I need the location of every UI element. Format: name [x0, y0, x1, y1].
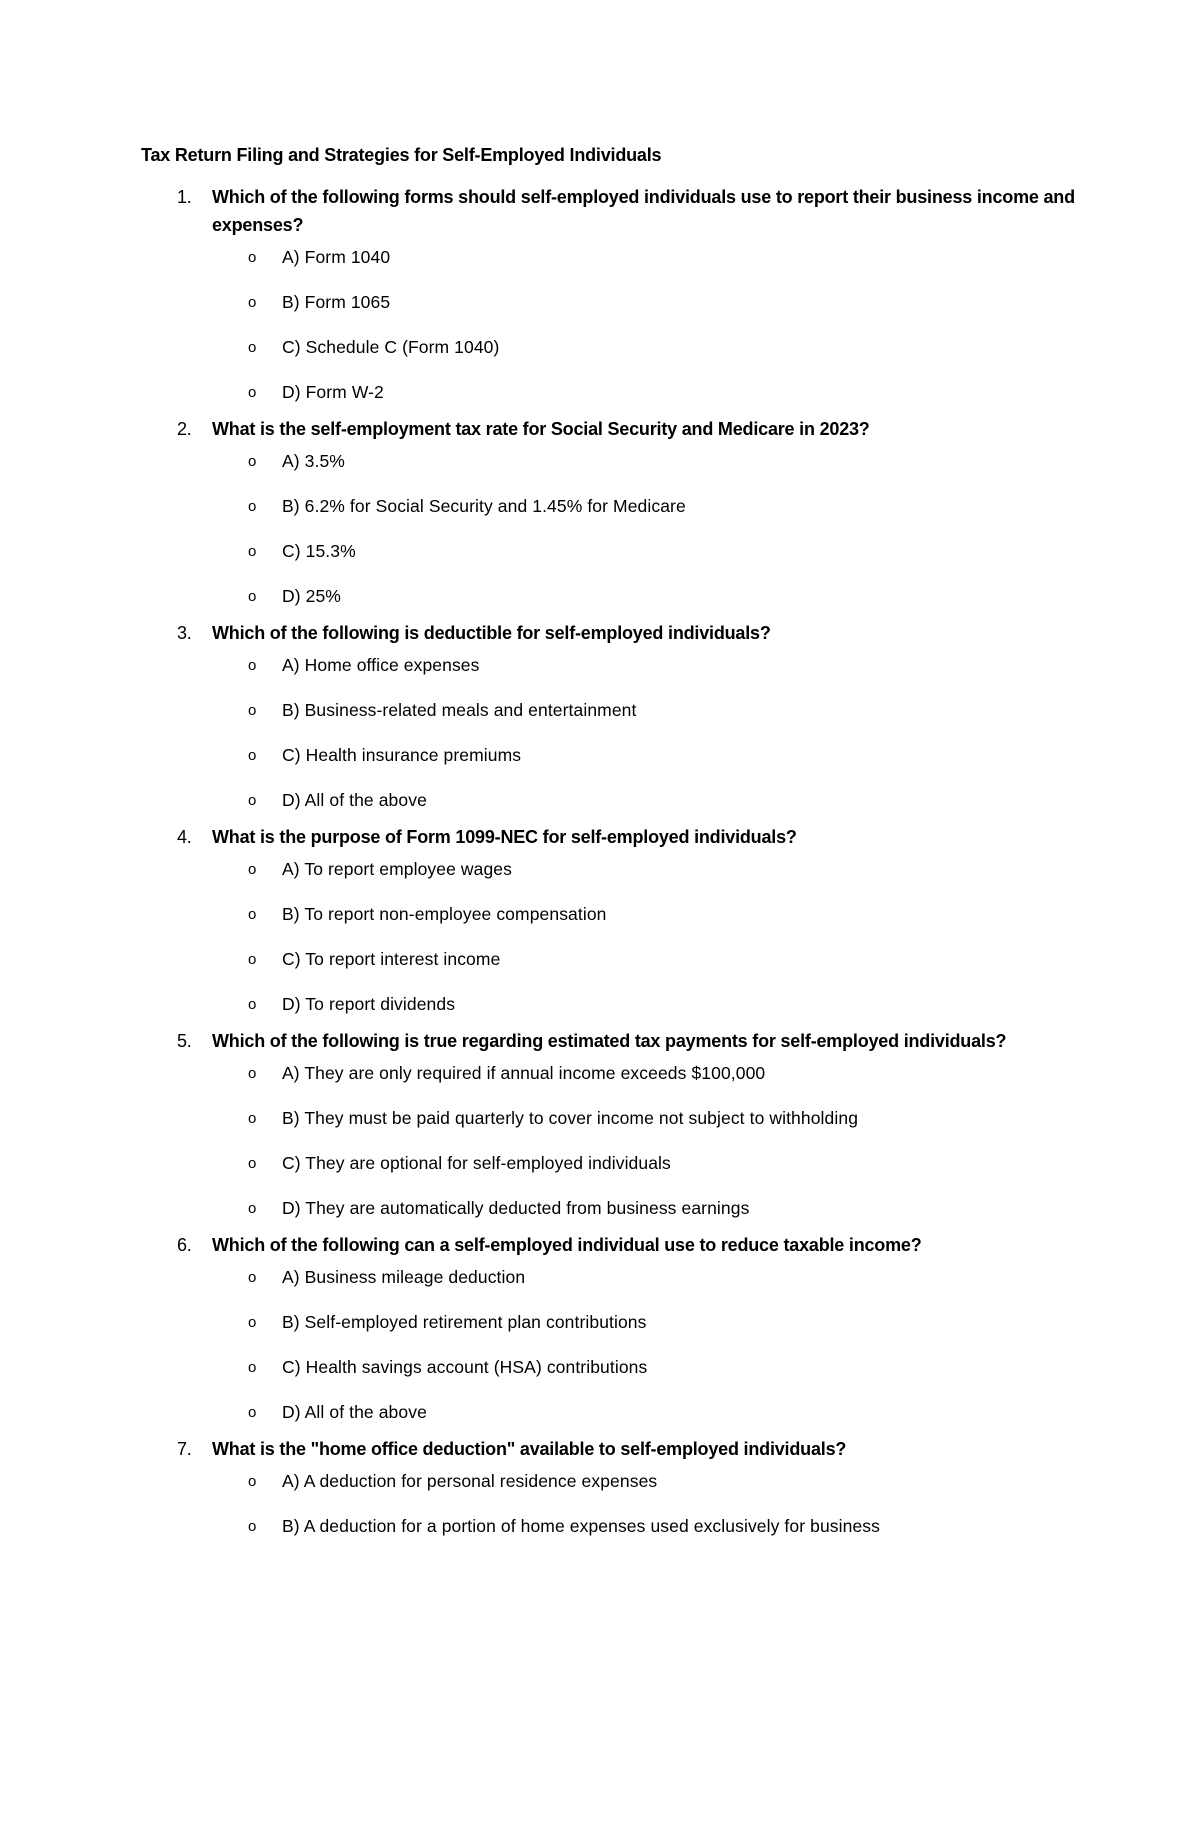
- answer-option: [141, 1196, 1080, 1220]
- bullet-icon: o: [248, 249, 257, 266]
- option-text: C) Schedule C (Form 1040): [282, 337, 500, 357]
- question-number: 7.: [177, 1439, 192, 1459]
- question-text: What is the "home office deduction" available to self-employed individuals?: [212, 1439, 847, 1459]
- option-text: B) Business-related meals and entertainment: [282, 700, 637, 720]
- option-text: C) They are optional for self-employed individuals: [282, 1153, 671, 1173]
- answer-options: [141, 245, 1080, 404]
- option-text: A) Home office expenses: [282, 655, 480, 675]
- answer-option: [141, 857, 1080, 881]
- option-text: B) Self-employed retirement plan contributions: [282, 1312, 647, 1332]
- answer-option: [141, 335, 1080, 359]
- bullet-icon: o: [248, 792, 257, 809]
- question-text: What is the purpose of Form 1099-NEC for self-employed individuals?: [212, 827, 797, 847]
- answer-option: [141, 1106, 1080, 1130]
- option-text: D) All of the above: [282, 1402, 427, 1422]
- option-text: D) All of the above: [282, 790, 427, 810]
- option-text: D) 25%: [282, 586, 341, 606]
- answer-option: [141, 653, 1080, 677]
- bullet-icon: o: [248, 1110, 257, 1127]
- question-text: Which of the following is deductible for self-employed individuals?: [212, 623, 771, 643]
- answer-option: [141, 494, 1080, 518]
- question-6: [141, 1231, 1092, 1259]
- question-text: What is the self-employment tax rate for Social Security and Medicare in 2023?: [212, 419, 870, 439]
- answer-option: [141, 902, 1080, 926]
- answer-option: [141, 380, 1080, 404]
- bullet-icon: o: [248, 1314, 257, 1331]
- answer-option: [141, 290, 1080, 314]
- answer-option: [141, 1400, 1080, 1424]
- bullet-icon: o: [248, 453, 257, 470]
- bullet-icon: o: [248, 588, 257, 605]
- option-text: A) Business mileage deduction: [282, 1267, 526, 1287]
- option-text: B) Form 1065: [282, 292, 391, 312]
- question-1: [141, 183, 1092, 239]
- bullet-icon: o: [248, 1200, 257, 1217]
- option-text: A) 3.5%: [282, 451, 345, 471]
- bullet-icon: o: [248, 1473, 257, 1490]
- answer-options: [141, 1061, 1080, 1220]
- bullet-icon: o: [248, 498, 257, 515]
- option-text: B) A deduction for a portion of home expenses used exclusively for business: [282, 1516, 880, 1536]
- answer-option: [141, 245, 1080, 269]
- question-number: 3.: [177, 623, 192, 643]
- bullet-icon: o: [248, 747, 257, 764]
- bullet-icon: o: [248, 1155, 257, 1172]
- bullet-icon: o: [248, 384, 257, 401]
- question-number: 4.: [177, 827, 192, 847]
- bullet-icon: o: [248, 1404, 257, 1421]
- question-number: 6.: [177, 1235, 192, 1255]
- answer-option: [141, 1061, 1080, 1085]
- answer-option: [141, 1469, 1080, 1493]
- option-text: C) 15.3%: [282, 541, 356, 561]
- answer-option: [141, 1310, 1080, 1334]
- answer-option: [141, 947, 1080, 971]
- bullet-icon: o: [248, 996, 257, 1013]
- option-text: A) They are only required if annual income exceeds $100,000: [282, 1063, 766, 1083]
- answer-options: [141, 1469, 1080, 1538]
- answer-option: [141, 743, 1080, 767]
- question-list: [141, 183, 1080, 1538]
- question-text: Which of the following forms should self-employed individuals use to report their business income and expenses?: [212, 187, 1075, 235]
- bullet-icon: o: [248, 1359, 257, 1376]
- bullet-icon: o: [248, 294, 257, 311]
- bullet-icon: o: [248, 906, 257, 923]
- question-7: [141, 1435, 1092, 1463]
- answer-option: [141, 698, 1080, 722]
- answer-option: [141, 1514, 1080, 1538]
- question-text: Which of the following can a self-employed individual use to reduce taxable income?: [212, 1235, 922, 1255]
- option-text: B) 6.2% for Social Security and 1.45% for Medicare: [282, 496, 686, 516]
- bullet-icon: o: [248, 1518, 257, 1535]
- answer-option: [141, 1355, 1080, 1379]
- option-text: A) A deduction for personal residence expenses: [282, 1471, 658, 1491]
- bullet-icon: o: [248, 1065, 257, 1082]
- bullet-icon: o: [248, 657, 257, 674]
- question-number: 2.: [177, 419, 192, 439]
- answer-option: [141, 1151, 1080, 1175]
- option-text: A) Form 1040: [282, 247, 391, 267]
- option-text: C) To report interest income: [282, 949, 501, 969]
- answer-option: [141, 788, 1080, 812]
- bullet-icon: o: [248, 702, 257, 719]
- answer-options: [141, 1265, 1080, 1424]
- answer-options: [141, 449, 1080, 608]
- option-text: B) They must be paid quarterly to cover income not subject to withholding: [282, 1108, 859, 1128]
- answer-options: [141, 653, 1080, 812]
- option-text: B) To report non-employee compensation: [282, 904, 607, 924]
- answer-option: [141, 992, 1080, 1016]
- option-text: C) Health insurance premiums: [282, 745, 522, 765]
- answer-option: [141, 1265, 1080, 1289]
- bullet-icon: o: [248, 543, 257, 560]
- bullet-icon: o: [248, 339, 257, 356]
- bullet-icon: o: [248, 861, 257, 878]
- question-text: Which of the following is true regarding estimated tax payments for self-employed individuals?: [212, 1031, 1007, 1051]
- answer-options: [141, 857, 1080, 1016]
- option-text: D) Form W-2: [282, 382, 384, 402]
- question-number: 1.: [177, 187, 192, 207]
- option-text: D) To report dividends: [282, 994, 456, 1014]
- question-4: [141, 823, 1092, 851]
- question-2: [141, 415, 1092, 443]
- answer-option: [141, 449, 1080, 473]
- question-5: [141, 1027, 1092, 1055]
- question-3: [141, 619, 1092, 647]
- option-text: A) To report employee wages: [282, 859, 512, 879]
- bullet-icon: o: [248, 951, 257, 968]
- answer-option: [141, 584, 1080, 608]
- option-text: C) Health savings account (HSA) contributions: [282, 1357, 648, 1377]
- bullet-icon: o: [248, 1269, 257, 1286]
- option-text: D) They are automatically deducted from business earnings: [282, 1198, 750, 1218]
- document-title: Tax Return Filing and Strategies for Self-Employed Individuals: [141, 145, 662, 165]
- question-number: 5.: [177, 1031, 192, 1051]
- answer-option: [141, 539, 1080, 563]
